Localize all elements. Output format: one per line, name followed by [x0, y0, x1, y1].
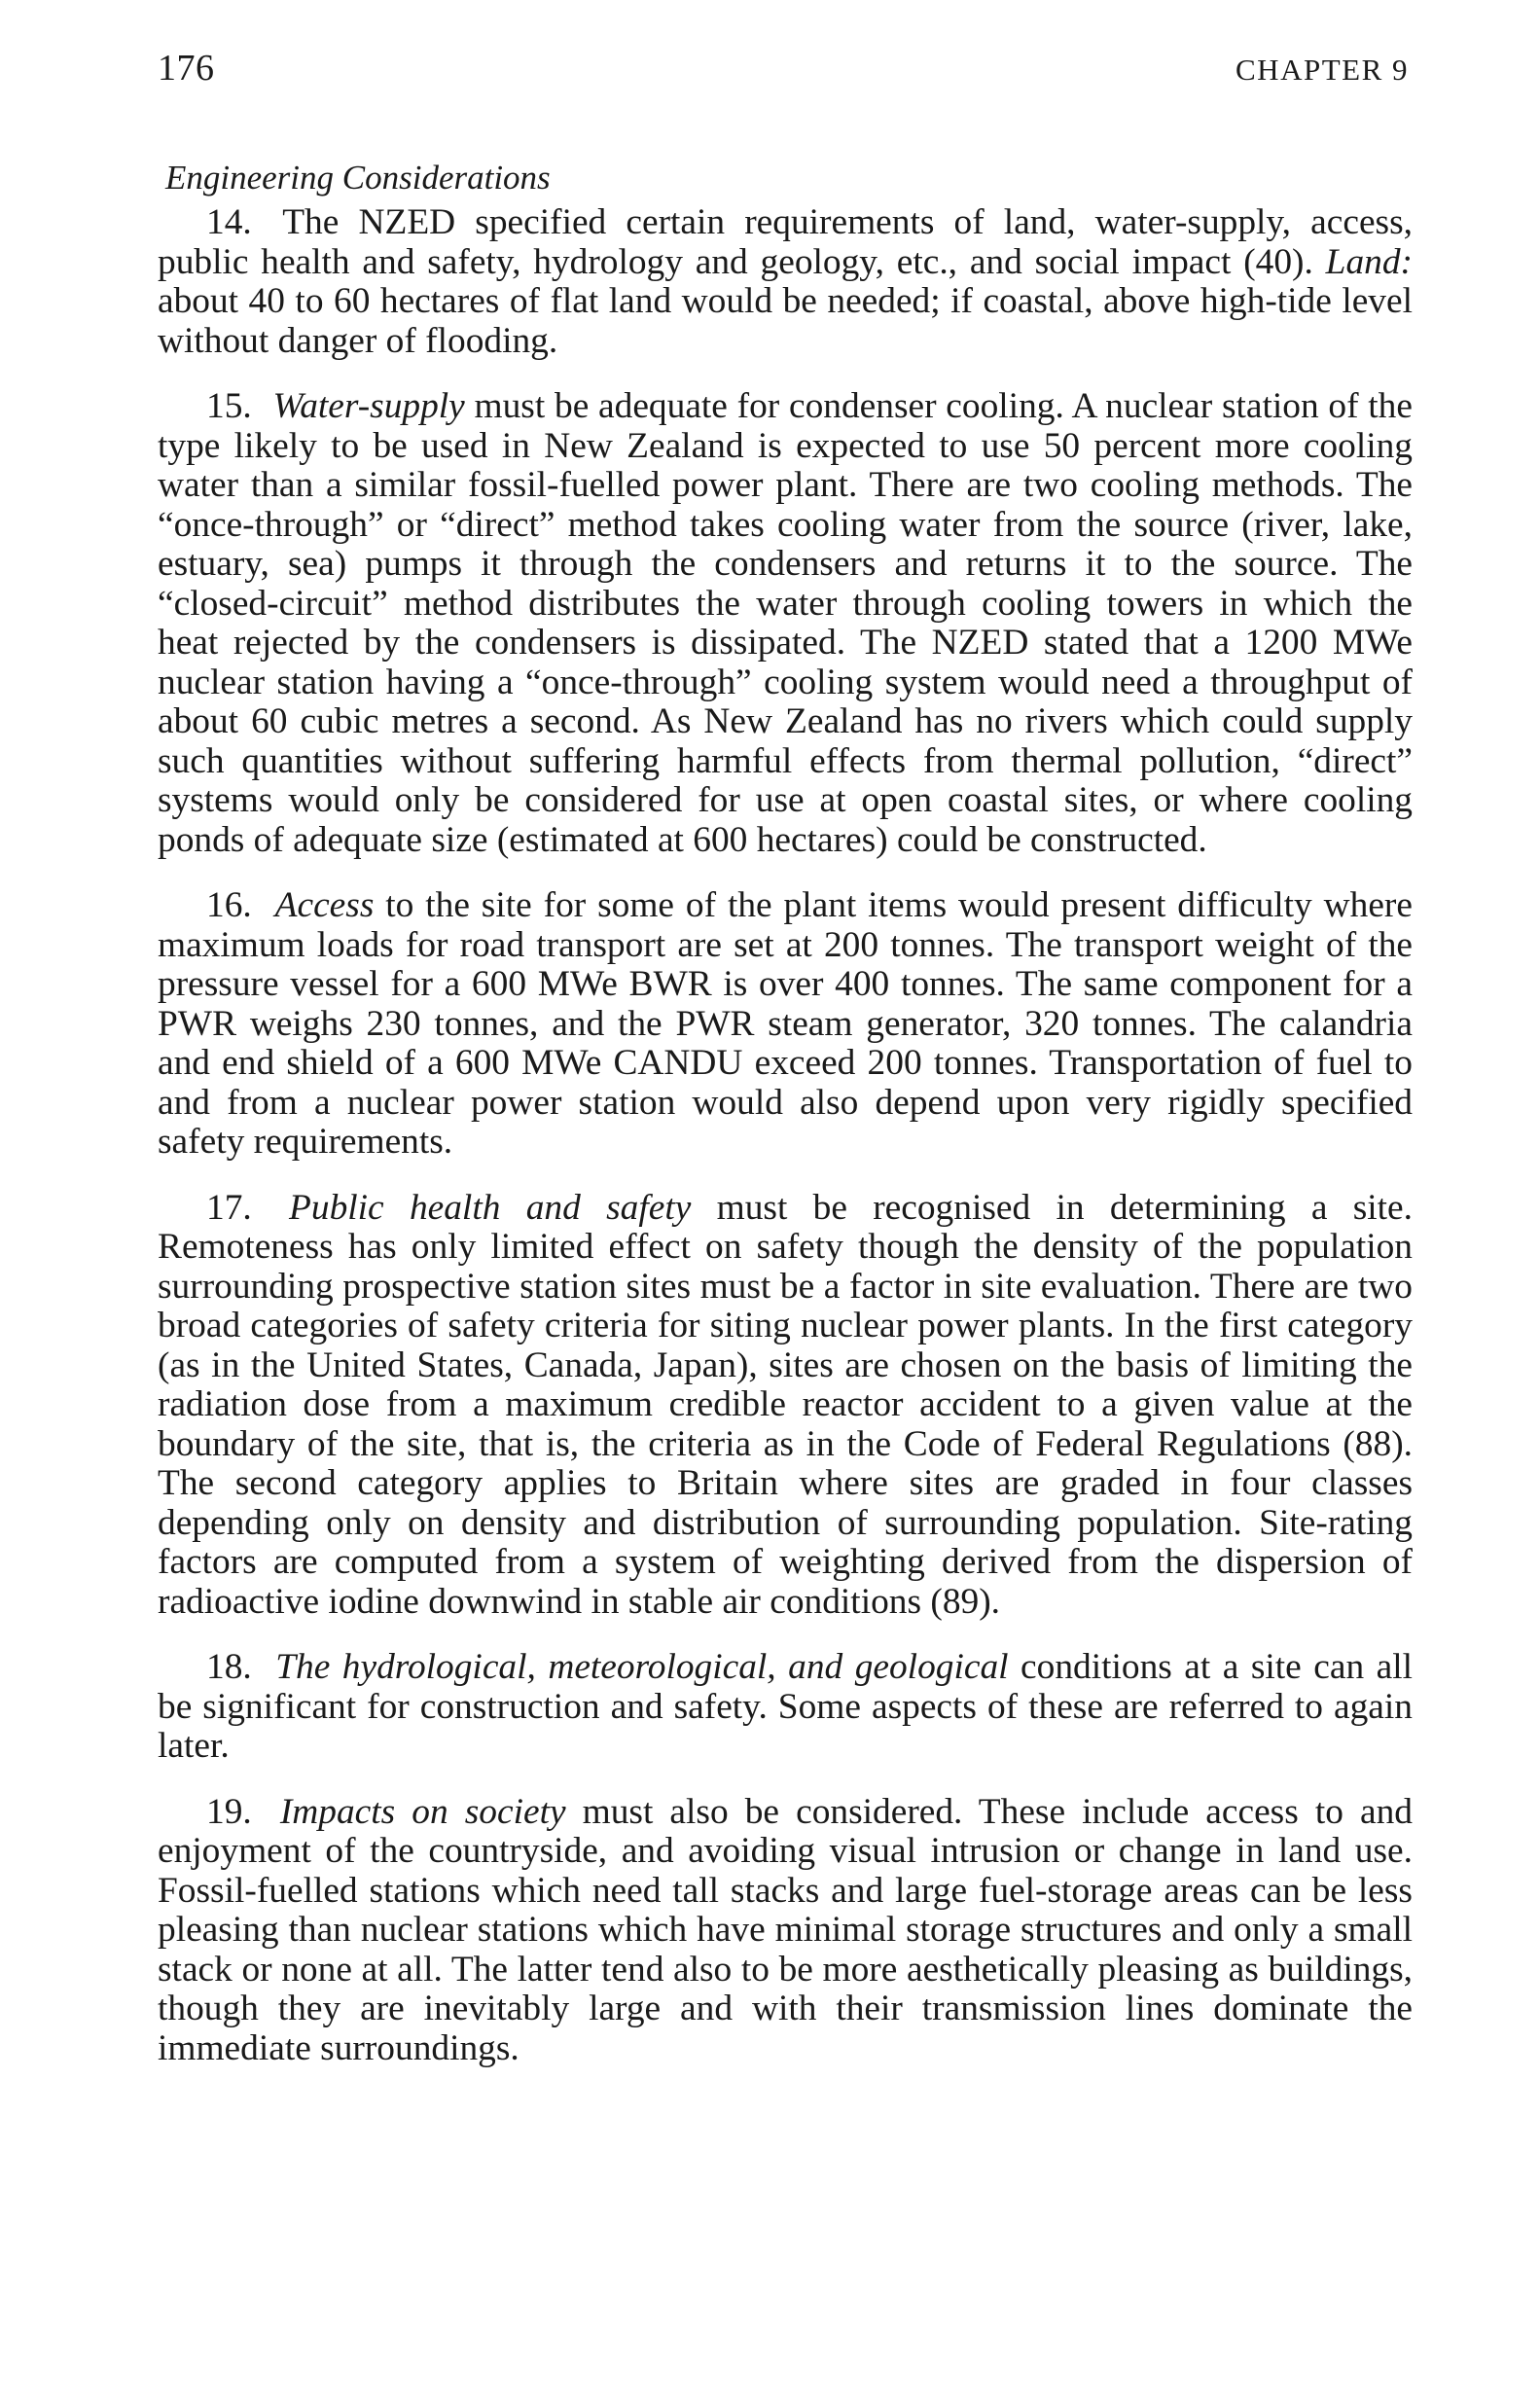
page-number: 176 — [158, 48, 215, 89]
paragraph-lead-term: Public health and safety — [289, 1187, 692, 1228]
paragraph-15 — [158, 387, 1413, 860]
paragraph-lead-term: The hydrological, meteorological, and geological — [275, 1647, 1009, 1687]
paragraph-number: 18. — [206, 1647, 252, 1687]
paragraph-text: The NZED specified certain requirements of land, water-supply, access, public health and safety, hydrology and geology, etc., and social impact (40). — [158, 202, 1413, 282]
paragraph-number: 14. — [206, 202, 252, 242]
paragraph-14 — [158, 203, 1413, 361]
running-head: CHAPTER 9 — [1236, 53, 1409, 87]
paragraph-number: 15. — [206, 386, 252, 426]
paragraph-number: 19. — [206, 1791, 252, 1832]
paragraph-text: must be adequate for condenser cooling. A nuclear station of the type likely to be used in New Zealand is expected to use 50 percent more cooling water than a similar fossil-fuelled power plant. There are two cooling methods. The “once-through” or “direct” method takes cooling water from the source (river, lake, estuary, sea) pumps it through the condensers and returns it to the source. The “closed-circuit” method distributes the water through cooling towers in which the heat rejected by the condensers is dissipated. The NZED stated that a 1200 MWe nuclear station having a “once-through” cooling system would need a throughput of about 60 cubic metres a second. As New Zealand has no rivers which could supply such quantities without suffering harmful effects from thermal pollution, “direct” systems would only be considered for use at open coastal sites, or where cooling ponds of adequate size (estimated at 600 hectares) could be constructed. — [158, 386, 1413, 860]
paragraph-text: must be recognised in determining a site. Remoteness has only limited effect on safety though the density of the population surrounding prospective station sites must be a factor in site evaluation. There are two broad categories of safety criteria for siting nuclear power plants. In the first category (as in the United States, Canada, Japan), sites are chosen on the basis of limiting the radiation dose from a maximum credible reactor accident to a given value at the boundary of the site, that is, the criteria as in the Code of Federal Regulations (88). The second category applies to Britain where sites are graded in four classes depending only on density and distribution of surrounding population. Site-rating factors are computed from a system of weighting derived from the dispersion of radioactive iodine downwind in stable air conditions (89). — [158, 1187, 1413, 1622]
paragraph-19 — [158, 1793, 1413, 2069]
paragraph-text: to the site for some of the plant items would present difficulty where maximum loads for road transport are set at 200 tonnes. The transport weight of the pressure vessel for a 600 MWe BWR is over 400 tonnes. The same component for a PWR weighs 230 tonnes, and the PWR steam generator, 320 tonnes. The calandria and end shield of a 600 MWe CANDU exceed 200 tonnes. Transportation of fuel to and from a nuclear power station would also depend upon very rigidly specified safety requirements. — [158, 885, 1413, 1162]
paragraph-lead-term: Water-supply — [272, 386, 465, 426]
paragraph-lead-term: Land: — [1325, 241, 1413, 282]
paragraph-17 — [158, 1189, 1413, 1623]
section-heading: Engineering Considerations — [165, 159, 551, 197]
paragraph-18 — [158, 1648, 1413, 1767]
paragraph-lead-term: Access — [274, 885, 375, 925]
paragraph-number: 16. — [206, 885, 252, 925]
paragraph-lead-term: Impacts on society — [279, 1791, 566, 1832]
document-page — [158, 47, 1413, 2095]
paragraph-number: 17. — [206, 1187, 252, 1228]
paragraph-text: about 40 to 60 hectares of flat land would be needed; if coastal, above high-tide level without danger of flooding. — [158, 281, 1413, 361]
paragraph-16 — [158, 886, 1413, 1163]
paragraph-text: conditions at a site can all be significant for construction and safety. Some aspects of these are referred to again later. — [158, 1647, 1413, 1766]
paragraph-text: must also be considered. These include access to and enjoyment of the countryside, and avoiding visual intrusion or change in land use. Fossil-fuelled stations which need tall stacks and large fuel-storage areas can be less pleasing than nuclear stations which have minimal storage structures and only a small stack or none at all. The latter tend also to be more aesthetically pleasing as buildings, though they are inevitably large and with their transmission lines dominate the immediate surroundings. — [158, 1791, 1413, 2068]
page-header — [158, 47, 1413, 115]
